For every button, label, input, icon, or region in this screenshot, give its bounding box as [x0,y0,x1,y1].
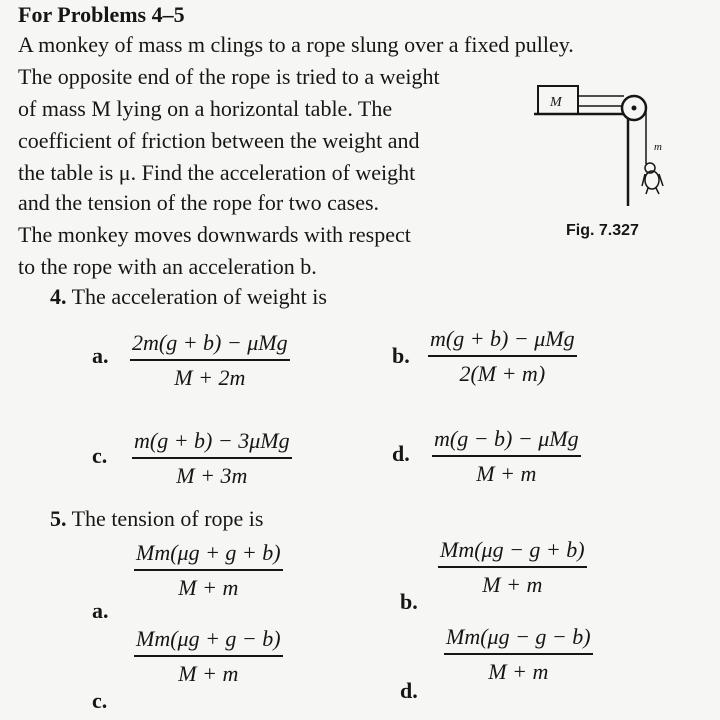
q4-option-a-label[interactable]: a. [92,343,109,368]
question-text: The tension of rope is [71,506,264,531]
q5-option-d-label[interactable]: d. [400,678,418,703]
question-text: The acceleration of weight is [71,284,327,309]
denominator: M + m [134,655,283,687]
q4-option-b-fraction [428,326,577,387]
denominator: M + 2m [130,359,290,391]
numerator: m(g + b) − μMg [430,326,575,351]
q5-option-b-fraction [438,537,587,598]
q4-option-a-fraction [130,330,290,391]
numerator: Mm(μg + g − b) [136,626,281,651]
question-4 [50,284,327,310]
q4-option-b-label[interactable]: b. [392,343,410,368]
q4-option-d-label[interactable]: d. [392,441,410,466]
question-number: 4. [50,284,67,309]
block-label: M [550,95,562,110]
q4-option-c-fraction [132,428,292,489]
monkey-icon [642,163,663,194]
q5-option-d-fraction [444,624,593,685]
intro-line: and the tension of the rope for two cases. [18,190,380,215]
monkey-label: m [654,141,662,153]
problem-heading: For Problems 4–5 [18,2,185,27]
numerator: Mm(μg − g − b) [446,624,591,649]
q4-option-d-fraction [432,426,581,487]
numerator: 2m(g + b) − μMg [132,330,288,355]
q5-option-a-label[interactable]: a. [92,598,109,623]
numerator: Mm(μg − g + b) [440,537,585,562]
intro-line: The opposite end of the rope is tried to a weight [18,64,440,89]
q5-option-a-fraction [134,540,283,601]
denominator: M + m [444,653,593,685]
question-number: 5. [50,506,67,531]
pulley-figure [532,78,692,208]
intro-line: A monkey of mass m clings to a rope slung over a fixed pulley. [18,32,574,57]
denominator: M + m [432,455,581,487]
q5-option-b-label[interactable]: b. [400,589,418,614]
question-5 [50,506,263,532]
denominator: M + 3m [132,457,292,489]
figure-caption: Fig. 7.327 [566,222,639,239]
numerator: m(g + b) − 3μMg [134,428,290,453]
intro-line: coefficient of friction between the weight and [18,128,420,153]
intro-line: the table is μ. Find the acceleration of weight [18,160,416,185]
denominator: M + m [134,569,283,601]
pulley-axle [632,106,637,111]
intro-line: of mass M lying on a horizontal table. The [18,96,393,121]
numerator: Mm(μg + g + b) [136,540,281,565]
q4-option-c-label[interactable]: c. [92,443,108,468]
numerator: m(g − b) − μMg [434,426,579,451]
q5-option-c-fraction [134,626,283,687]
denominator: M + m [438,566,587,598]
intro-line: The monkey moves downwards with respect [18,222,411,247]
q5-option-c-label[interactable]: c. [92,688,108,713]
denominator: 2(M + m) [428,355,577,387]
intro-line: to the rope with an acceleration b. [18,254,317,279]
